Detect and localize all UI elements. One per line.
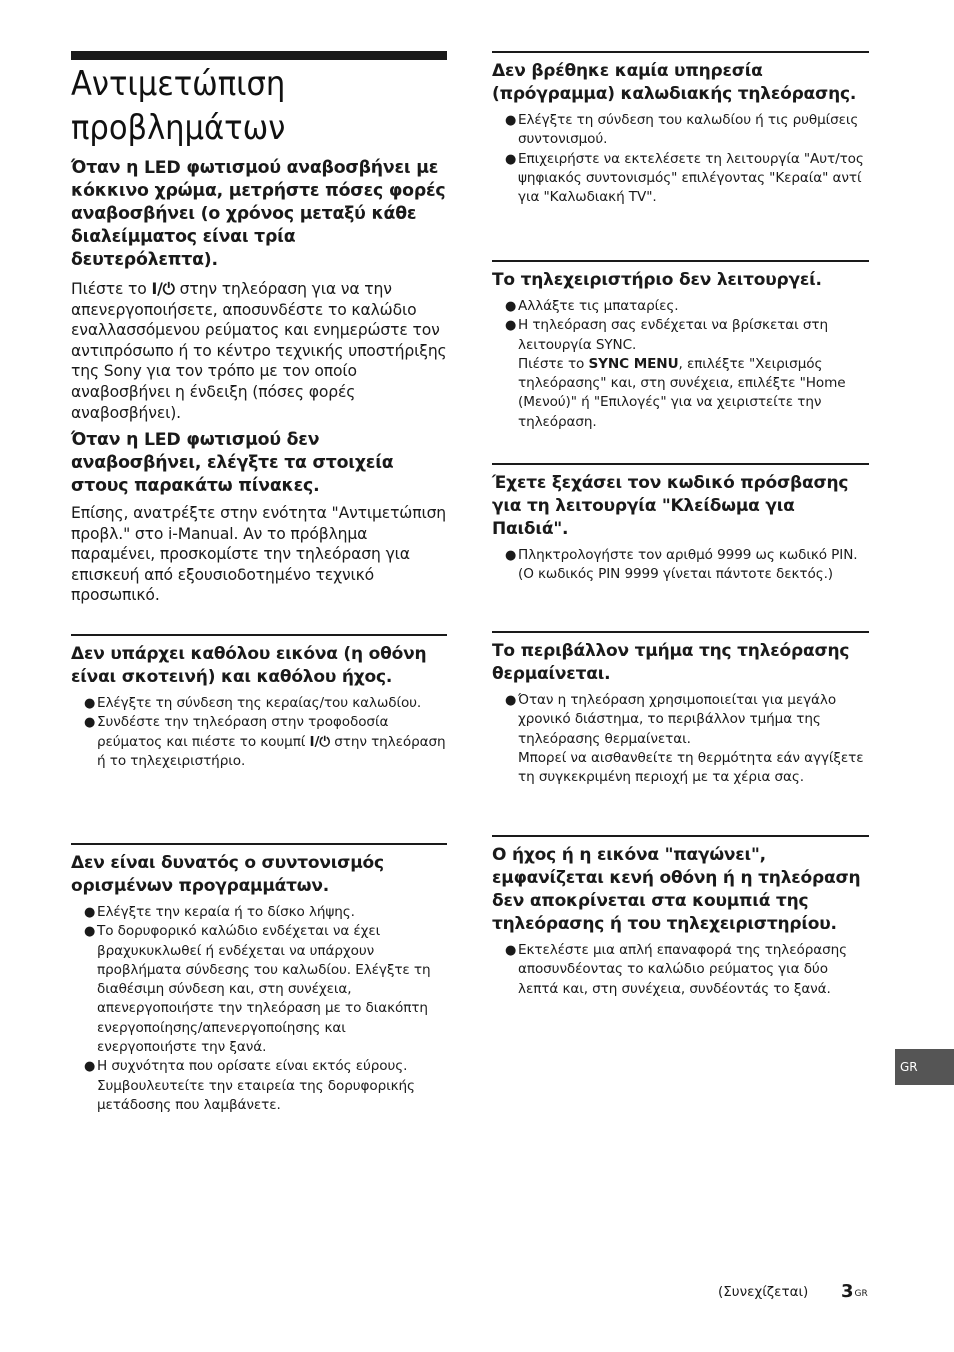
bullet-icon: ● [84,715,96,731]
bullet-list [492,297,869,432]
list-item: ● Αλλάξτε τις μπαταρίες. [492,297,869,316]
section-title: Δεν υπάρχει καθόλου εικόνα (η οθόνη είναι σκοτεινή) και καθόλου ήχος. [71,644,427,687]
bullet-icon: ● [84,696,96,711]
bullet-icon: ● [505,113,517,128]
list-item-detail: Πιέστε το SYNC MENU, επιλέξτε "Χειρισμός τηλεόρασης" και, στη συνέχεια, επιλέξτε "Home (Μενού)" ή "Επιλογές" για να χειριστείτε την τηλεόραση. [518,355,846,430]
list-item: ● Εκτελέστε μια απλή επαναφορά της τηλεόρασης αποσυνδέοντας το καλώδιο ρεύματος για δύο λεπτά και, στη συνέχεια, συνδέοντάς το ξανά. [505,942,847,997]
intro-text-blinking: Πιέστε το I/⏻ στην τηλεόραση για να την απενεργοποιήσετε, αποσυνδέστε το καλώδιο εναλλασσόμενου ρεύματος και ενημερώστε τον αντιπρόσωπο ή το κέντρο τεχνικής υποστήριξης της Sony για τον τρόπο με τον οποίο αναβοσβήνει η ένδειξη (πόσες φορές αναβοσβήνει). [71,280,447,422]
power-button-icon: I/⏻ [151,280,175,298]
bullet-icon: ● [505,299,517,314]
section-no-tuning [71,843,447,1115]
list-item-detail: Μπορεί να αισθανθείτε τη θερμότητα εάν αγγίξετε τη συγκεκριμένη περιοχή με τα χέρια σας. [518,749,864,786]
section-title: Ο ήχος ή η εικόνα "παγώνει", εμφανίζεται κενή οθόνη ή η τηλεόραση δεν αποκρίνεται στα κουμπιά της τηλεόρασης ή του τηλεχειριστηρίου. [492,845,861,934]
list-item: ● Ελέγξτε τη σύνδεση του καλωδίου ή τις ρυθμίσεις συντονισμού. [505,112,859,148]
continued-label: (Συνεχίζεται) [718,1284,809,1300]
list-item: ● Ελέγξτε την κεραία ή το δίσκο λήψης. [71,903,447,922]
section-remote [492,260,869,432]
bullet-icon: ● [84,924,96,940]
section-heat [492,631,869,787]
page-title: Αντιμετώπιση προβλημάτων [71,64,286,148]
power-button-icon: I/⏻ [309,733,331,750]
intro-heading-blinking: Όταν η LED φωτισμού αναβοσβήνει με κόκκινο χρώμα, μετρήστε πόσες φορές αναβοσβήνει (ο χρόνος μεταξύ κάθε διαλείμματος είναι τρία δευτερόλεπτα). [71,158,446,270]
intro-text-not-blinking: Επίσης, ανατρέξτε στην ενότητα "Αντιμετώπιση προβλ." στο i-Manual. Αν το πρόβλημα παραμένει, προσκομίστε την τηλεόραση για επισκευή από εξουσιοδοτημένο τεχνικό προσωπικό. [71,504,447,605]
section-title: Το τηλεχειριστήριο δεν λειτουργεί. [492,270,822,290]
language-tab: GR [895,1049,954,1085]
bullet-icon: ● [505,943,517,958]
section-freeze [492,835,869,999]
list-item: ● Η τηλεόραση σας ενδέχεται να βρίσκεται στη λειτουργία SYNC. Πιέστε το SYNC MENU, επιλέξτε "Χειρισμός τηλεόρασης" και, στη συνέχεια, επιλέξτε "Home (Μενού)" ή "Επιλογές" για να χειριστείτε την τηλεόραση. [492,316,869,432]
intro-heading-not-blinking: Όταν η LED φωτισμού δεν αναβοσβήνει, ελέγξτε τα στοιχεία στους παρακάτω πίνακες. [71,430,394,496]
bullet-list [71,903,447,1115]
list-item: ● Ελέγξτε τη σύνδεση της κεραίας/του καλωδίου. [71,694,447,713]
bullet-list [492,691,869,787]
bullet-icon: ● [505,151,517,167]
section-no-picture [71,634,447,771]
bullet-list [71,694,447,771]
bullet-list [492,546,869,585]
bullet-icon: ● [84,905,96,920]
title-rule [71,51,447,60]
bullet-list [492,111,869,207]
list-item: ● Συνδέστε την τηλεόραση στην τροφοδοσία ρεύματος και πιέστε το κουμπί I/⏻ στην τηλεόραση ή το τηλεχειριστήριο. [84,714,446,769]
bullet-icon: ● [505,693,517,708]
list-item: ● Η συχνότητα που ορίσατε είναι εκτός εύρους. Συμβουλευτείτε την εταιρεία της δορυφορικής μετάδοσης που λαμβάνετε. [84,1058,415,1113]
bullet-list [492,941,869,999]
section-pin [492,463,869,585]
bullet-icon: ● [84,1059,96,1075]
page-number: $3^{GR}$ [841,1281,868,1302]
section-title: Δεν είναι δυνατός ο συντονισμός ορισμένων προγραμμάτων. [71,853,384,896]
bullet-icon: ● [505,548,517,563]
section-no-cable-service [492,51,869,207]
list-item: ● Όταν η τηλεόραση χρησιμοποιείται για μεγάλο χρονικό διάστημα, το περιβάλλον τμήμα της τηλεόρασης θερμαίνεται. Μπορεί να αισθανθείτε τη θερμότητα εάν αγγίξετε τη συγκεκριμένη περιοχή με τα χέρια σας. [492,691,869,787]
list-item: ● Το δορυφορικό καλώδιο ενδέχεται να έχει βραχυκυκλωθεί ή ενδέχεται να υπάρχουν προβλήματα σύνδεσης του καλωδίου. Ελέγξτε τη διαθέσιμη σύνδεση και, στη συνέχεια, απενεργοποιήστε την τηλεόραση με το διακόπτη ενεργοποίησης/απενεργοποίησης και ενεργοποιήστε την ξανά. [84,923,431,1056]
section-title: Το περιβάλλον τμήμα της τηλεόρασης θερμαίνεται. [492,641,850,684]
sync-menu-label: SYNC MENU [588,355,679,372]
bullet-icon: ● [505,318,517,334]
list-item: ● Πληκτρολογήστε τον αριθμό 9999 ως κωδικό PIN. (Ο κωδικός PIN 9999 γίνεται πάντοτε δεκτός.) [505,547,858,583]
section-title: Έχετε ξεχάσει τον κωδικό πρόσβασης για τη λειτουργία "Κλείδωμα για Παιδιά". [492,473,849,539]
section-title: Δεν βρέθηκε καμία υπηρεσία (πρόγραμμα) καλωδιακής τηλεόρασης. [492,61,857,104]
list-item: ● Επιχειρήστε να εκτελέσετε τη λειτουργία "Αυτ/τος ψηφιακός συντονισμός" επιλέγοντας "Κεραία" αντί για "Καλωδιακή TV". [505,150,864,206]
